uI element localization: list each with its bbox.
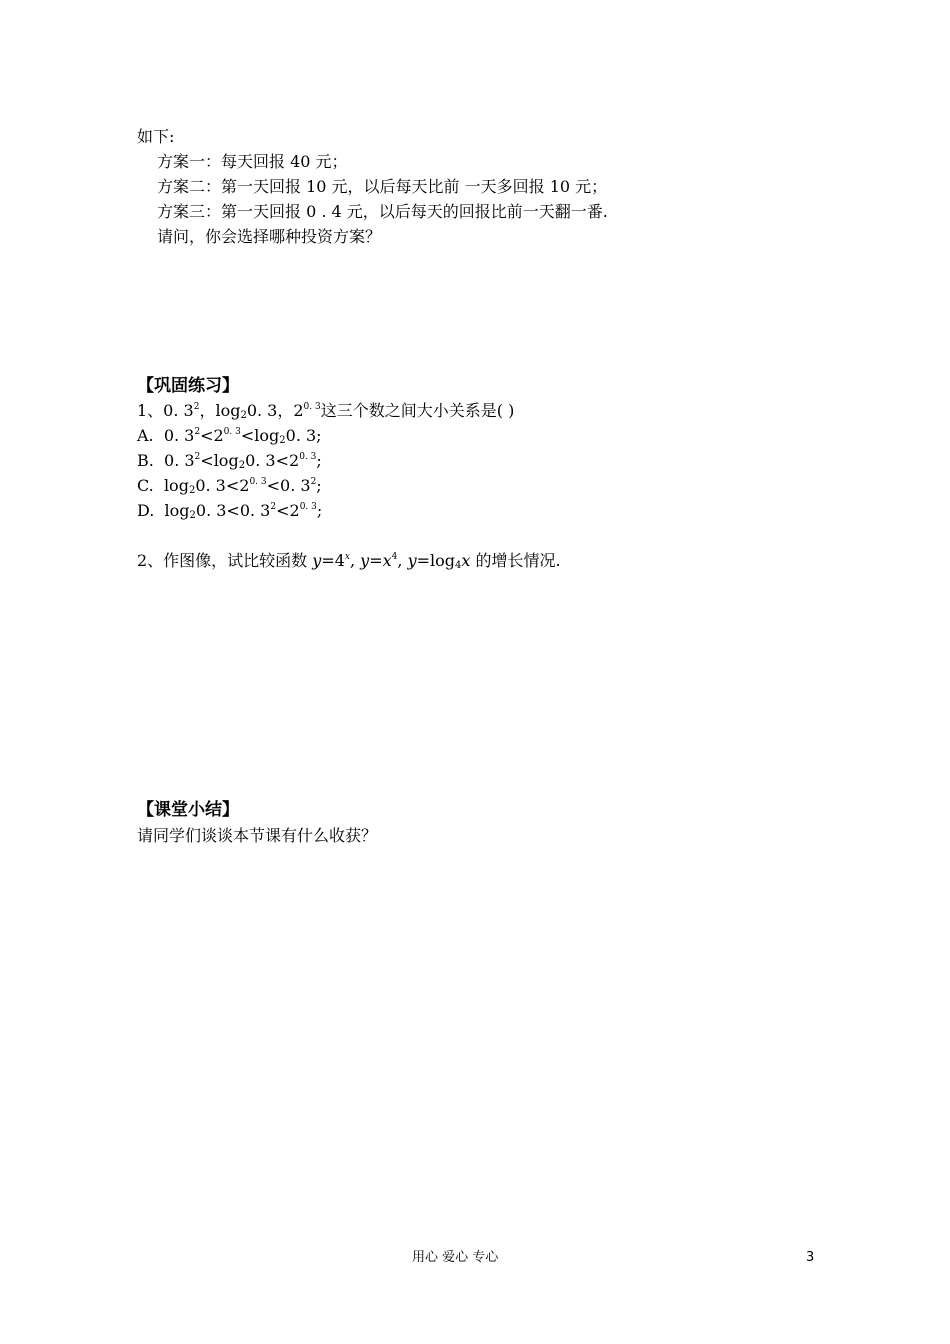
option-d: D. $\log_20$. 3<0. $3^2<2^{0. 3}$; <box>137 501 323 521</box>
intro-lead: 如下: <box>137 127 175 146</box>
option-a: A. 0. $3^2<2^{0. 3}<\log_20$. 3; <box>137 426 322 446</box>
plan-three: 方案三：第一天回报 0 . 4 元，以后每天的回报比前一天翻一番. <box>157 202 608 221</box>
summary-text: 请同学们谈谈本节课有什么收获？ <box>137 826 378 845</box>
footer-motto: 用心 爱心 专心 <box>412 1250 499 1265</box>
question-2: 2、作图像，试比较函数 $y=4^x$, $y=x^4$, $y=\log_4x$ 的增长情况. <box>137 551 561 571</box>
option-b: B. 0. $3^2<\log_20$. $3<2^{0. 3}$; <box>137 451 322 471</box>
practice-heading: 【巩固练习】 <box>137 376 239 396</box>
question-1: 1、0. $3^2$，$\log_20$. 3，$2^{0. 3}$这三个数之间大小关系是( ) <box>137 401 515 421</box>
plan-two: 方案二：第一天回报 10 元，以后每天比前 一天多回报 10 元； <box>157 177 608 196</box>
summary-heading: 【课堂小结】 <box>137 800 239 820</box>
plan-one: 方案一：每天回报 40 元； <box>157 152 348 171</box>
page-number: 3 <box>806 1250 815 1265</box>
investment-question: 请问，你会选择哪种投资方案？ <box>157 227 382 246</box>
option-c: C. $\log_20$. $3<2^{0. 3}<0$. $3^2$; <box>137 476 322 496</box>
